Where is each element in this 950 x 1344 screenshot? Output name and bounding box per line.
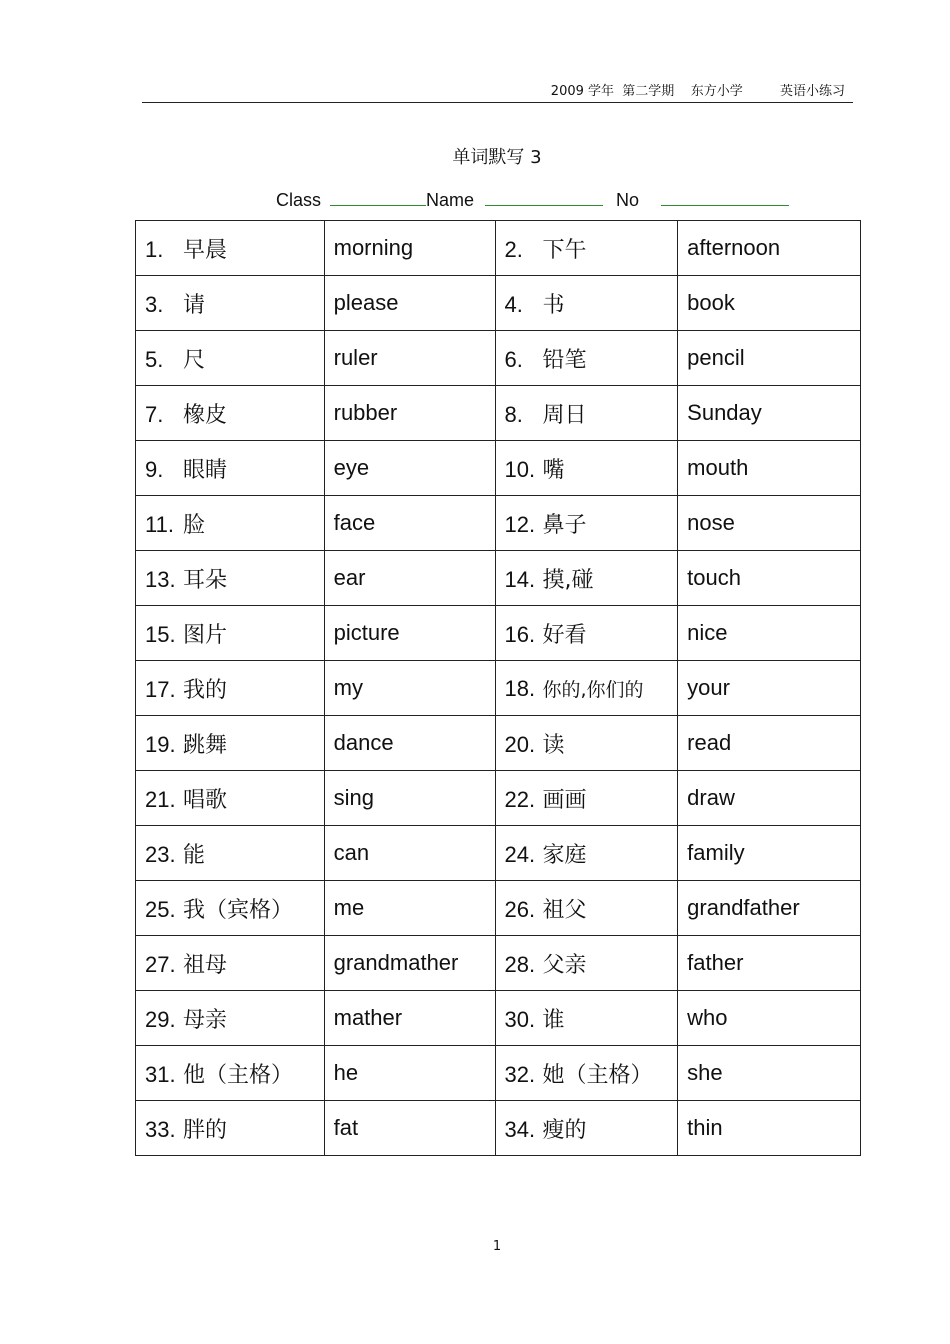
item-number: 13. [145, 566, 176, 592]
item-number: 15. [145, 621, 176, 647]
table-row [136, 936, 861, 991]
english-word-cell: eye [324, 441, 495, 496]
item-number: 34. [504, 1116, 536, 1142]
chinese-word: 周日 [542, 402, 587, 428]
chinese-word: 早晨 [183, 237, 228, 263]
chinese-word-cell [136, 881, 325, 936]
item-number: 12. [504, 511, 536, 537]
chinese-word: 你的,你们的 [542, 678, 644, 701]
chinese-word-cell [495, 606, 678, 661]
no-label: No [616, 190, 640, 210]
chinese-word-cell [495, 826, 678, 881]
table-row [136, 386, 861, 441]
no-blank [661, 187, 789, 206]
table-row [136, 881, 861, 936]
chinese-word-cell [136, 276, 325, 331]
chinese-word-cell [495, 936, 678, 991]
chinese-word: 眼睛 [183, 457, 228, 483]
english-word-cell: my [324, 661, 495, 716]
chinese-word: 书 [542, 292, 565, 318]
item-number: 1. [145, 236, 164, 262]
english-word-cell: me [324, 881, 495, 936]
chinese-word-cell [495, 441, 678, 496]
item-number: 14. [504, 566, 536, 592]
chinese-word: 耳朵 [183, 567, 228, 593]
page-header [142, 78, 853, 103]
chinese-word: 胖的 [183, 1117, 228, 1143]
english-word-cell: can [324, 826, 495, 881]
item-number: 26. [504, 896, 536, 922]
item-number: 21. [145, 786, 176, 812]
english-word-cell: thin [678, 1101, 861, 1156]
chinese-word-cell [136, 441, 325, 496]
table-row [136, 331, 861, 386]
item-number: 2. [504, 236, 523, 262]
chinese-word: 家庭 [542, 842, 587, 868]
chinese-word-cell [495, 991, 678, 1046]
class-label: Class [276, 190, 322, 210]
chinese-word-cell [495, 496, 678, 551]
page-number: 1 [492, 1239, 502, 1254]
item-number: 17. [145, 676, 176, 702]
chinese-word: 祖母 [183, 952, 228, 978]
item-number: 28. [504, 951, 536, 977]
chinese-word: 谁 [542, 1007, 565, 1033]
table-row [136, 991, 861, 1046]
chinese-word: 母亲 [183, 1007, 228, 1033]
class-blank [330, 187, 426, 206]
english-word-cell: nose [678, 496, 861, 551]
english-word-cell: nice [678, 606, 861, 661]
item-number: 11. [145, 511, 174, 537]
chinese-word-cell [495, 1101, 678, 1156]
english-word-cell: read [678, 716, 861, 771]
english-word-cell: he [324, 1046, 495, 1101]
english-word-cell: mouth [678, 441, 861, 496]
chinese-word: 我的 [183, 677, 228, 703]
english-word-cell: who [678, 991, 861, 1046]
chinese-word-cell [136, 551, 325, 606]
chinese-word: 下午 [542, 237, 587, 263]
table-row [136, 496, 861, 551]
chinese-word: 鼻子 [542, 512, 587, 538]
item-number: 33. [145, 1116, 176, 1142]
item-number: 10. [504, 456, 536, 482]
item-number: 29. [145, 1006, 176, 1032]
chinese-word-cell [495, 771, 678, 826]
table-row [136, 716, 861, 771]
english-word-cell: touch [678, 551, 861, 606]
item-number: 18. [504, 675, 536, 701]
item-number: 20. [504, 731, 536, 757]
english-word-cell: rubber [324, 386, 495, 441]
chinese-word-cell [136, 1046, 325, 1101]
item-number: 5. [145, 346, 164, 372]
chinese-word-cell [136, 221, 325, 276]
item-number: 23. [145, 841, 176, 867]
item-number: 7. [145, 401, 164, 427]
item-number: 3. [145, 291, 164, 317]
chinese-word-cell [136, 991, 325, 1046]
item-number: 19. [145, 731, 176, 757]
chinese-word: 请 [183, 292, 206, 318]
name-label: Name [426, 190, 475, 210]
chinese-word: 画画 [542, 787, 587, 813]
page-title: 单词默写 3 [452, 147, 542, 168]
chinese-word-cell [495, 1046, 678, 1101]
english-word-cell: Sunday [678, 386, 861, 441]
english-word-cell: your [678, 661, 861, 716]
chinese-word-cell [495, 881, 678, 936]
chinese-word: 图片 [183, 622, 228, 648]
chinese-word: 祖父 [542, 897, 587, 923]
chinese-word: 尺 [183, 347, 206, 373]
item-number: 22. [504, 786, 536, 812]
chinese-word: 父亲 [542, 952, 587, 978]
chinese-word-cell [495, 661, 678, 716]
english-word-cell: ruler [324, 331, 495, 386]
chinese-word: 铅笔 [542, 347, 587, 373]
english-word-cell: morning [324, 221, 495, 276]
chinese-word-cell [495, 716, 678, 771]
item-number: 31. [145, 1061, 176, 1087]
table-row [136, 551, 861, 606]
chinese-word: 她（主格） [542, 1062, 653, 1088]
chinese-word-cell [136, 331, 325, 386]
english-word-cell: dance [324, 716, 495, 771]
table-row [136, 221, 861, 276]
chinese-word: 橡皮 [183, 402, 228, 428]
english-word-cell: picture [324, 606, 495, 661]
chinese-word-cell [495, 551, 678, 606]
chinese-word-cell [136, 716, 325, 771]
english-word-cell: pencil [678, 331, 861, 386]
chinese-word-cell [495, 331, 678, 386]
table-row [136, 441, 861, 496]
table-row [136, 826, 861, 881]
item-number: 16. [504, 621, 536, 647]
english-word-cell: she [678, 1046, 861, 1101]
chinese-word-cell [495, 221, 678, 276]
table-row [136, 606, 861, 661]
english-word-cell: ear [324, 551, 495, 606]
item-number: 6. [504, 346, 523, 372]
chinese-word: 跳舞 [183, 732, 228, 758]
english-word-cell: book [678, 276, 861, 331]
chinese-word: 我（宾格） [183, 897, 294, 923]
english-word-cell: grandfather [678, 881, 861, 936]
table-row [136, 1101, 861, 1156]
english-word-cell: father [678, 936, 861, 991]
english-word-cell: grandmather [324, 936, 495, 991]
english-word-cell: face [324, 496, 495, 551]
chinese-word: 他（主格） [183, 1062, 294, 1088]
table-row [136, 661, 861, 716]
english-word-cell: fat [324, 1101, 495, 1156]
english-word-cell: please [324, 276, 495, 331]
student-info-line [276, 187, 789, 211]
chinese-word: 嘴 [542, 457, 565, 483]
item-number: 24. [504, 841, 536, 867]
item-number: 4. [504, 291, 523, 317]
english-word-cell: mather [324, 991, 495, 1046]
english-word-cell: draw [678, 771, 861, 826]
chinese-word-cell [136, 771, 325, 826]
chinese-word-cell [136, 606, 325, 661]
chinese-word-cell [495, 276, 678, 331]
chinese-word-cell [136, 661, 325, 716]
chinese-word-cell [136, 826, 325, 881]
chinese-word-cell [495, 386, 678, 441]
chinese-word: 能 [183, 842, 206, 868]
english-word-cell: sing [324, 771, 495, 826]
chinese-word-cell [136, 1101, 325, 1156]
chinese-word-cell [136, 386, 325, 441]
chinese-word: 唱歌 [183, 787, 228, 813]
english-word-cell: family [678, 826, 861, 881]
item-number: 30. [504, 1006, 536, 1032]
chinese-word: 脸 [183, 512, 206, 538]
item-number: 27. [145, 951, 176, 977]
table-row [136, 276, 861, 331]
chinese-word: 摸,碰 [542, 567, 594, 593]
chinese-word-cell [136, 496, 325, 551]
vocabulary-table [135, 220, 861, 1156]
table-row [136, 771, 861, 826]
item-number: 8. [504, 401, 523, 427]
name-blank [485, 187, 603, 206]
item-number: 9. [145, 456, 164, 482]
chinese-word-cell [136, 936, 325, 991]
table-row [136, 1046, 861, 1101]
chinese-word: 读 [542, 732, 565, 758]
header-text: 2009 学年 第二学期 东方小学 英语小练习 [550, 84, 845, 99]
chinese-word: 好看 [542, 622, 587, 648]
chinese-word: 瘦的 [542, 1117, 587, 1143]
item-number: 32. [504, 1061, 536, 1087]
item-number: 25. [145, 896, 176, 922]
english-word-cell: afternoon [678, 221, 861, 276]
